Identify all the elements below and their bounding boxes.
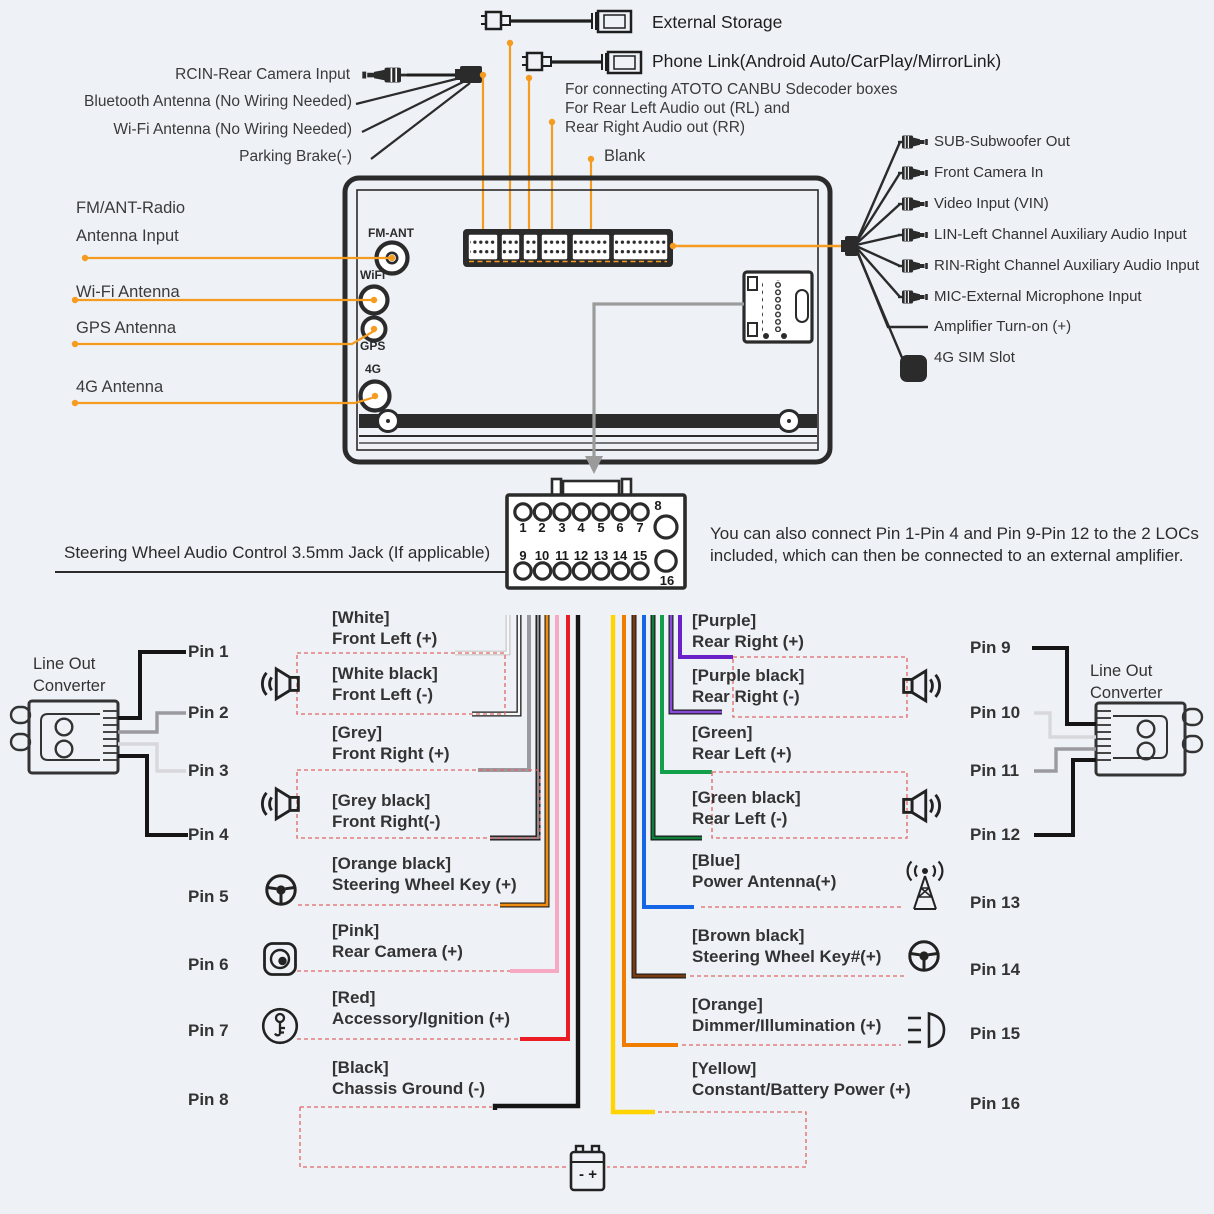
pin1-label: Pin 1 <box>188 642 229 661</box>
pin9-label: Pin 9 <box>970 638 1011 657</box>
canbus-note-line3: Rear Right Audio out (RR) <box>565 119 746 136</box>
bluetooth-antenna-label: Bluetooth Antenna (No Wiring Needed) <box>84 93 352 110</box>
wire-label-orange-black: [Orange black] Steering Wheel Key (+) <box>332 854 517 894</box>
wire-label-pink: [Pink] Rear Camera (+) <box>332 921 463 961</box>
front-speaker-right-icon <box>262 789 298 819</box>
pin-number-12: 12 <box>573 548 589 563</box>
wifi-antenna-label: Wi-Fi Antenna <box>76 283 180 301</box>
pin-number-13: 13 <box>593 548 609 563</box>
port-rin-label: RIN-Right Channel Auxiliary Audio Input <box>934 257 1200 274</box>
pin-number-3: 3 <box>558 520 566 535</box>
port-lin-label: LIN-Left Channel Auxiliary Audio Input <box>934 226 1187 243</box>
unit-fm-ant-label: FM-ANT <box>368 226 414 240</box>
line-out-converter-left <box>11 701 118 773</box>
wire-label-white-black: [White black] Front Left (-) <box>332 664 438 704</box>
pin13-label: Pin 13 <box>970 893 1021 912</box>
sim-slot-icon <box>900 355 927 382</box>
head-unit <box>345 178 830 462</box>
external-storage-label: External Storage <box>652 12 783 32</box>
wire-label-white: [White] Front Left (+) <box>332 608 438 648</box>
wire-label-green-black: [Green black] Rear Left (-) <box>692 788 801 828</box>
port-amplifier-label: Amplifier Turn-on (+) <box>934 318 1072 335</box>
fan-in-lines <box>356 77 470 159</box>
unit-wifi-label: WiFi <box>360 268 386 282</box>
unit-4g-label: 4G <box>365 362 382 376</box>
pin-number-11: 11 <box>555 548 569 563</box>
unit-gps-label: GPS <box>360 339 386 353</box>
pin8-label: Pin 8 <box>188 1090 229 1109</box>
loc-note-line1: You can also connect Pin 1-Pin 4 and Pin 9-Pin 12 to the 2 LOCs <box>710 524 1199 543</box>
rear-camera-icon <box>265 944 296 975</box>
canbus-note-line2: For Rear Left Audio out (RL) and <box>565 100 790 117</box>
pin3-label: Pin 3 <box>188 761 229 780</box>
pin5-label: Pin 5 <box>188 887 229 906</box>
port-sim-label: 4G SIM Slot <box>934 349 1015 366</box>
pin-number-5: 5 <box>597 520 605 535</box>
ignition-icon <box>263 1009 297 1043</box>
fm-antenna-label-line2: Antenna Input <box>76 227 179 245</box>
blank-label: Blank <box>604 147 646 165</box>
wire-label-grey: [Grey] Front Right (+) <box>332 723 450 763</box>
converter-left-label-line1: Line Out <box>33 655 96 673</box>
rcin-label: RCIN-Rear Camera Input <box>175 66 350 83</box>
parking-brake-label: Parking Brake(-) <box>239 148 352 165</box>
pin-number-15: 15 <box>632 548 648 563</box>
wire-label-grey-black: [Grey black] Front Right(-) <box>332 791 441 831</box>
pin-number-6: 6 <box>616 520 624 535</box>
phone-link-label: Phone Link(Android Auto/CarPlay/MirrorLink) <box>652 51 1002 71</box>
steering-key2-icon <box>910 942 938 970</box>
gps-antenna-label: GPS Antenna <box>76 319 176 337</box>
wire-label-yellow: [Yellow] Constant/Battery Power (+) <box>692 1059 911 1099</box>
pin-number-10: 10 <box>534 548 550 563</box>
pin10-label: Pin 10 <box>970 703 1021 722</box>
steering-key-icon <box>267 876 295 904</box>
pin-number-2: 2 <box>538 520 546 535</box>
pin-number-4: 4 <box>577 520 585 535</box>
wire-label-blue: [Blue] Power Antenna(+) <box>692 851 837 891</box>
pin7-label: Pin 7 <box>188 1021 229 1040</box>
4g-antenna-label: 4G Antenna <box>76 378 164 396</box>
wire-label-black: [Black] Chassis Ground (-) <box>332 1058 486 1098</box>
wire-label-purple-black: [Purple black] Rear Right (-) <box>692 666 805 706</box>
pin16-label: Pin 16 <box>970 1094 1021 1113</box>
wire-label-green: [Green] Rear Left (+) <box>692 723 792 763</box>
phone-link-cable <box>522 52 641 73</box>
wire-white-black <box>472 615 519 714</box>
pin-number-8: 8 <box>654 498 662 513</box>
pin-number-9: 9 <box>519 548 527 563</box>
pin12-label: Pin 12 <box>970 825 1021 844</box>
battery-polarity-label: - + <box>579 1166 597 1183</box>
loc-note-line2: included, which can then be connected to an external amplifier. <box>710 546 1184 565</box>
converter-right-label-line1: Line Out <box>1090 662 1153 680</box>
line-out-converter-right <box>1096 703 1202 775</box>
pin2-label: Pin 2 <box>188 703 229 722</box>
pin-number-14: 14 <box>612 548 628 563</box>
canbus-note-line1: For connecting ATOTO CANBU Sdecoder boxes <box>565 81 898 98</box>
pin4-label: Pin 4 <box>188 825 229 844</box>
front-speaker-left-icon <box>262 669 298 699</box>
pin14-label: Pin 14 <box>970 960 1021 979</box>
orange-drop-lines <box>483 44 591 238</box>
wire-label-orange2: [Orange] Dimmer/Illumination (+) <box>692 995 882 1035</box>
pin-number-16: 16 <box>659 573 675 588</box>
external-storage-cable <box>481 11 631 32</box>
pin-number-7: 7 <box>636 520 644 535</box>
port-front-camera-label: Front Camera In <box>934 164 1044 181</box>
wire-label-purple: [Purple] Rear Right (+) <box>692 611 804 651</box>
rca-harness <box>670 136 928 383</box>
converter-left-wires <box>118 652 188 835</box>
rear-speaker-left-icon <box>904 791 940 821</box>
pin15-label: Pin 15 <box>970 1024 1021 1043</box>
fm-antenna-label-line1: FM/ANT-Radio <box>76 199 186 217</box>
wire-label-brown-black: [Brown black] Steering Wheel Key#(+) <box>692 926 882 966</box>
converter-right-label-line2: Converter <box>1090 684 1163 702</box>
port-video-input-label: Video Input (VIN) <box>934 195 1049 212</box>
harness-arrow <box>585 304 744 474</box>
converter-right-wires <box>1032 648 1096 835</box>
pin6-label: Pin 6 <box>188 955 229 974</box>
pin11-label: Pin 11 <box>970 761 1020 780</box>
power-antenna-icon <box>908 862 943 910</box>
wire-label-red: [Red] Accessory/Ignition (+) <box>332 988 511 1028</box>
wifi-antenna-nowire-label: Wi-Fi Antenna (No Wiring Needed) <box>113 121 352 138</box>
converter-left-label-line2: Converter <box>33 677 106 695</box>
port-subwoofer-label: SUB-Subwoofer Out <box>934 133 1070 150</box>
port-mic-label: MIC-External Microphone Input <box>934 288 1142 305</box>
steering-jack-label: Steering Wheel Audio Control 3.5mm Jack (If applicable) <box>64 543 491 562</box>
pin-number-1: 1 <box>519 520 527 535</box>
dimmer-icon <box>908 1014 944 1047</box>
rear-speaker-right-icon <box>904 671 940 701</box>
wire-white <box>455 615 508 653</box>
